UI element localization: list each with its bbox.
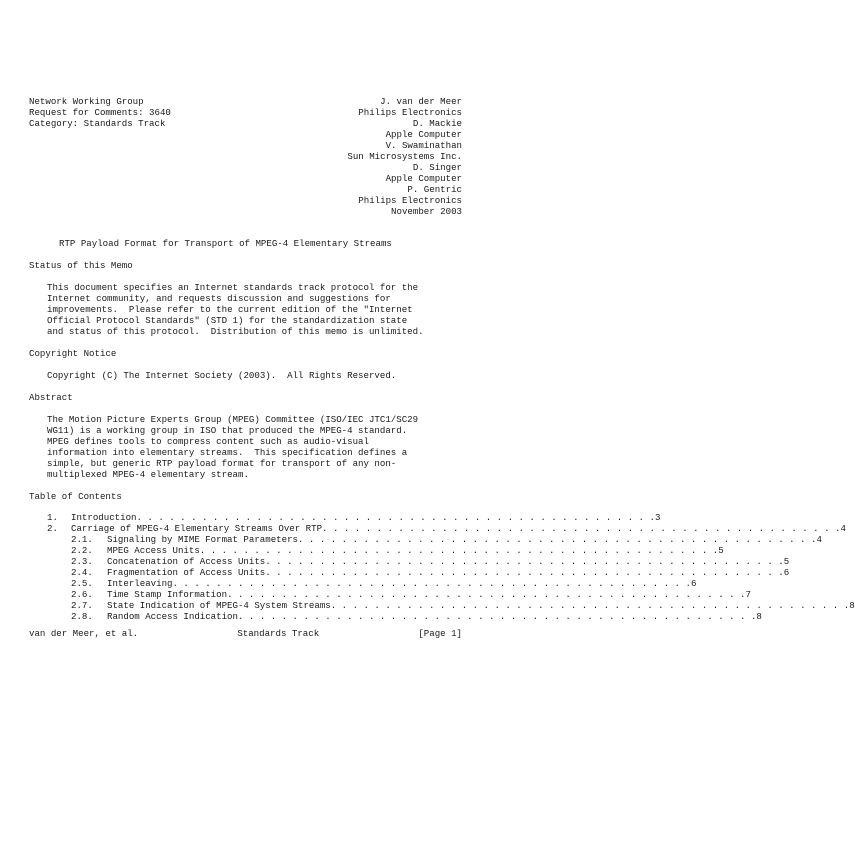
toc-label: Signaling by MIME Format Parameters [107,534,298,545]
abstract-line: information into elementary streams. This specification defines a [47,447,408,458]
toc-leader: . . . . . . . . . . . . . . . . . . . . . . . . . . . . . . . . . . . . . . . . . . . . . . . . [322,523,841,534]
toc-label: State Indication of MPEG-4 System Streams [107,600,331,611]
toc-label: Time Stamp Information [107,589,228,600]
abstract-line: The Motion Picture Experts Group (MPEG) Committee (ISO/IEC JTC1/SC29 [47,414,419,425]
footer-category: Standards Track [237,628,320,639]
copyright-heading: Copyright Notice [29,348,117,359]
toc-leader: . . . . . . . . . . . . . . . . . . . . . . . . . . . . . . . . . . . . . . . . . . . . . . . . [265,567,784,578]
toc-page: 4 [816,534,822,545]
status-line: improvements. Please refer to the current edition of the "Internet [47,304,413,315]
header-left-line: Category: Standards Track [29,118,166,129]
header-left-line: Request for Comments: 3640 [29,107,171,118]
header-right-line: November 2003 [391,206,462,217]
toc-entry[interactable] [29,512,661,523]
abstract-line: simple, but generic RTP payload format for transport of any non- [47,458,397,469]
toc-leader: . . . . . . . . . . . . . . . . . . . . . . . . . . . . . . . . . . . . . . . . . . . . . . . . [265,556,784,567]
toc-leader: . . . . . . . . . . . . . . . . . . . . . . . . . . . . . . . . . . . . . . . . . . . . . . . . [298,534,817,545]
toc-entry[interactable] [29,556,790,567]
toc-number: 2.5. [71,578,93,589]
toc-entry[interactable] [29,523,846,534]
toc-leader: . . . . . . . . . . . . . . . . . . . . . . . . . . . . . . . . . . . . . . . . . . . . . . . . [330,600,850,611]
toc-leader: . . . . . . . . . . . . . . . . . . . . . . . . . . . . . . . . . . . . . . . . . . . . . . . . [199,545,719,556]
header-right-line: D. Singer [412,162,462,173]
abstract-line: MPEG defines tools to compress content such as audio-visual [47,436,369,447]
header-right-line: Philips Electronics [358,195,462,206]
toc-entry[interactable] [29,589,751,600]
toc-entry[interactable] [29,567,790,578]
toc-page: 8 [849,600,855,611]
toc-leader: . . . . . . . . . . . . . . . . . . . . . . . . . . . . . . . . . . . . . . . . . . . . . . . . [136,512,655,523]
page-footer [29,628,462,639]
toc-label: Carriage of MPEG-4 Elementary Streams Over RTP [71,523,323,534]
toc-entry[interactable] [29,534,822,545]
status-line: Internet community, and requests discussion and suggestions for [47,293,391,304]
toc-leader: . . . . . . . . . . . . . . . . . . . . . . . . . . . . . . . . . . . . . . . . . . . . . . . . [227,589,746,600]
toc-page: 8 [756,611,762,622]
copyright-paragraph [47,370,467,381]
toc-page: 3 [654,512,661,523]
document-title: RTP Payload Format for Transport of MPEG-4 Elementary Streams [59,238,392,249]
toc-entry[interactable] [29,611,762,622]
toc-page: 5 [783,556,790,567]
footer-page-number: [Page 1] [418,628,462,639]
toc-label: Introduction [71,512,137,523]
toc-heading: Table of Contents [29,491,122,502]
footer-authors: van der Meer, et al. [29,628,139,639]
status-line: and status of this protocol. Distribution of this memo is unlimited. [47,326,424,337]
toc-entry[interactable] [29,578,697,589]
toc-number: 2.2. [71,545,93,556]
toc-number: 1. [47,512,58,523]
header-right-line: P. Gentric [407,184,462,195]
toc-number: 2.8. [71,611,93,622]
toc-number: 2.4. [71,567,93,578]
header-right-line: V. Swaminathan [385,140,462,151]
abstract-line: WG11) is a working group in ISO that produced the MPEG-4 standard. [47,425,408,436]
header-right-line: J. van der Meer [380,96,462,107]
toc-number: 2. [47,523,58,534]
status-paragraph [47,282,467,337]
table-of-contents [29,512,855,622]
header-left-line: Network Working Group [29,96,144,107]
toc-entry[interactable] [29,600,855,611]
toc-number: 2.1. [71,534,93,545]
status-line: Official Protocol Standards" (STD 1) for the standardization state [47,315,408,326]
toc-leader: . . . . . . . . . . . . . . . . . . . . . . . . . . . . . . . . . . . . . . . . . . . . . . . . [172,578,691,589]
header-right-line: Philips Electronics [358,107,462,118]
toc-number: 2.7. [71,600,93,611]
toc-entry[interactable] [29,545,724,556]
header-right-line: Apple Computer [385,173,462,184]
toc-number: 2.3. [71,556,93,567]
status-heading: Status of this Memo [29,260,133,271]
toc-number: 2.6. [71,589,93,600]
toc-label: Fragmentation of Access Units [107,567,266,578]
toc-leader: . . . . . . . . . . . . . . . . . . . . . . . . . . . . . . . . . . . . . . . . . . . . . . . . [237,611,757,622]
abstract-line: multiplexed MPEG-4 elementary stream. [47,469,249,480]
toc-label: Interleaving [107,578,173,589]
abstract-heading: Abstract [29,392,73,403]
toc-page: 6 [783,567,790,578]
header-right-line: Apple Computer [385,129,462,140]
document-header [29,96,462,217]
toc-label: MPEG Access Units [107,545,200,556]
abstract-paragraph [47,414,467,480]
toc-label: Random Access Indication [107,611,238,622]
status-line: This document specifies an Internet standards track protocol for the [47,282,419,293]
header-right-line: D. Mackie [412,118,462,129]
toc-page: 6 [690,578,697,589]
header-right-line: Sun Microsystems Inc. [347,151,462,162]
toc-label: Concatenation of Access Units [107,556,266,567]
toc-page: 7 [745,589,751,600]
toc-page: 5 [718,545,724,556]
toc-page: 4 [840,523,846,534]
copyright-line: Copyright (C) The Internet Society (2003). All Rights Reserved. [47,370,397,381]
